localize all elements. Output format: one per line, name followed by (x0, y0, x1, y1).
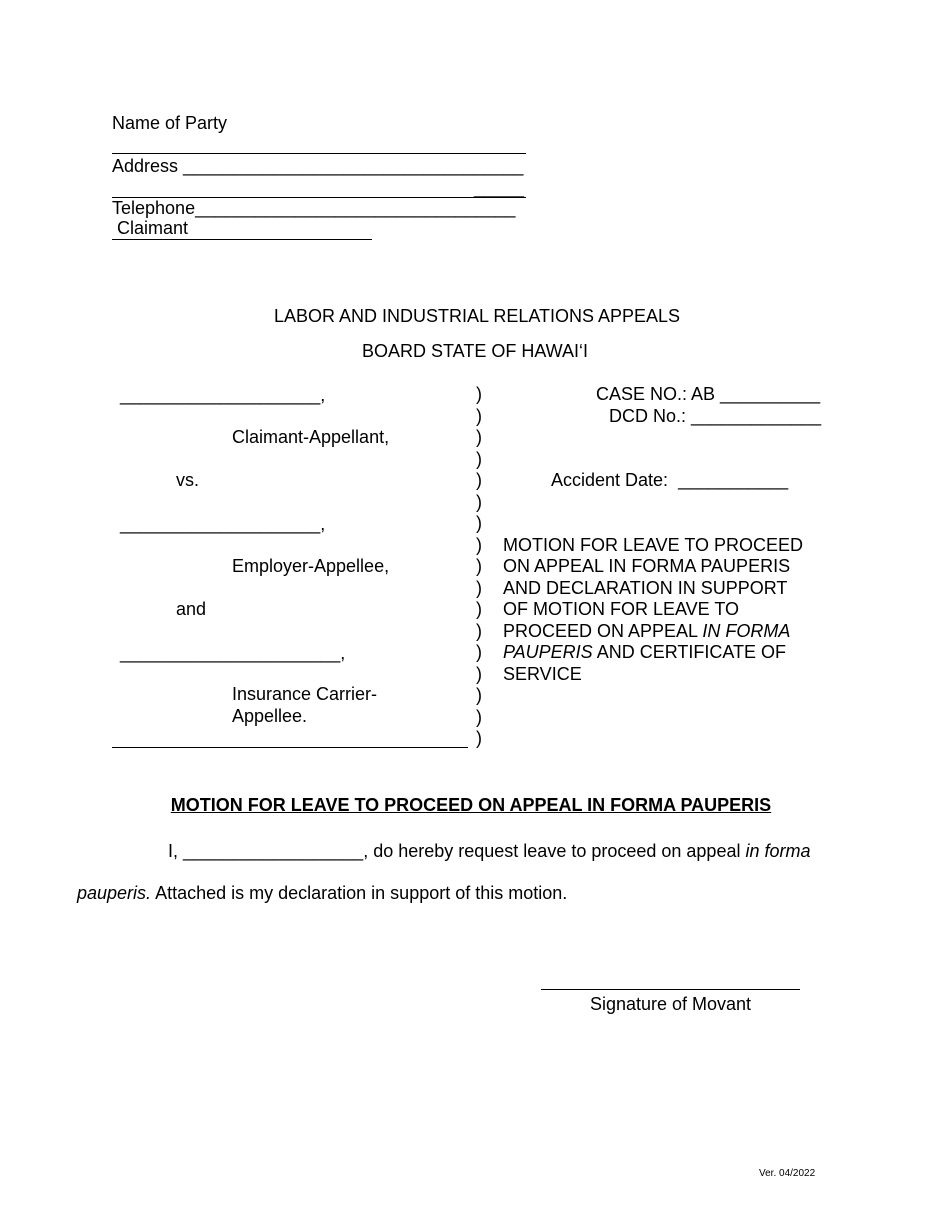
motion-caption-line-6a: PAUPERIS (503, 642, 593, 662)
motion-caption-line-3: AND DECLARATION IN SUPPORT (503, 578, 788, 598)
motion-caption-line-6 (503, 641, 786, 663)
vs-label: vs. (176, 470, 200, 490)
signature-line[interactable] (541, 989, 800, 990)
and-label: and (176, 599, 207, 619)
motion-title: MOTION FOR LEAVE TO PROCEED ON APPEAL IN FORMA PAUPERIS (170, 795, 772, 815)
caption-bottom-rule (112, 747, 468, 748)
address-label: Address (112, 156, 184, 176)
employer-name-blank[interactable]: ____________________, (120, 514, 326, 534)
claimant-label: Claimant (112, 218, 189, 238)
dcd-number-field[interactable]: DCD No.: _____________ (609, 406, 822, 426)
board-title-line-1: LABOR AND INDUSTRIAL RELATIONS APPEALS (273, 306, 681, 326)
telephone-field[interactable]: ________________________________ (195, 198, 516, 218)
employer-appellee-label: Employer-Appellee, (232, 556, 390, 576)
motion-caption-line-5b: IN FORMA (702, 621, 791, 641)
motion-caption-line-6b: AND CERTIFICATE OF (592, 642, 787, 662)
motion-paragraph-text-2: Attached is my declaration in support of this motion. (151, 883, 568, 903)
motion-caption-line-1: MOTION FOR LEAVE TO PROCEED (503, 535, 804, 555)
accident-date-field[interactable]: Accident Date: ___________ (551, 470, 789, 490)
signature-label: Signature of Movant (589, 994, 752, 1014)
motion-caption-line-4: OF MOTION FOR LEAVE TO (503, 599, 740, 619)
telephone-label: Telephone (112, 198, 196, 218)
motion-caption-line-7: SERVICE (503, 664, 582, 684)
motion-caption-line-2: ON APPEAL IN FORMA PAUPERIS (503, 556, 791, 576)
insurance-name-blank[interactable]: ______________________, (120, 643, 346, 663)
claimant-line[interactable] (112, 239, 372, 240)
motion-paragraph-italic-2: pauperis. (77, 883, 152, 903)
telephone-row (112, 197, 515, 219)
motion-caption-line-5a: PROCEED ON APPEAL (503, 621, 703, 641)
motion-paragraph-line-1 (168, 840, 811, 862)
address-row (112, 155, 523, 177)
motion-caption-line-5 (503, 620, 790, 642)
motion-paragraph-text-1: I, __________________, do hereby request leave to proceed on appeal (168, 841, 746, 861)
version-label: Ver. 04/2022 (759, 1168, 816, 1179)
board-title-line-2: BOARD STATE OF HAWAI‘I (361, 341, 588, 361)
claimant-appellant-label: Claimant-Appellant, (232, 427, 390, 447)
address-field[interactable]: __________________________________ (183, 156, 524, 176)
caption-paren-column: ) ) ) ) ) ) ) ) ) ) ) ) ) ) ) ) ) (476, 384, 482, 748)
address-line-2-tail[interactable]: _____ (474, 178, 525, 198)
case-number-field[interactable]: CASE NO.: AB __________ (596, 384, 821, 404)
name-of-party-line[interactable] (112, 153, 526, 154)
insurance-carrier-label-1: Insurance Carrier- (232, 684, 378, 704)
motion-paragraph-italic-1: in forma (745, 841, 811, 861)
name-of-party-label: Name of Party (112, 113, 228, 133)
insurance-carrier-label-2: Appellee. (232, 706, 308, 726)
claimant-name-blank[interactable]: ____________________, (120, 385, 326, 405)
motion-paragraph-line-2 (77, 882, 567, 904)
